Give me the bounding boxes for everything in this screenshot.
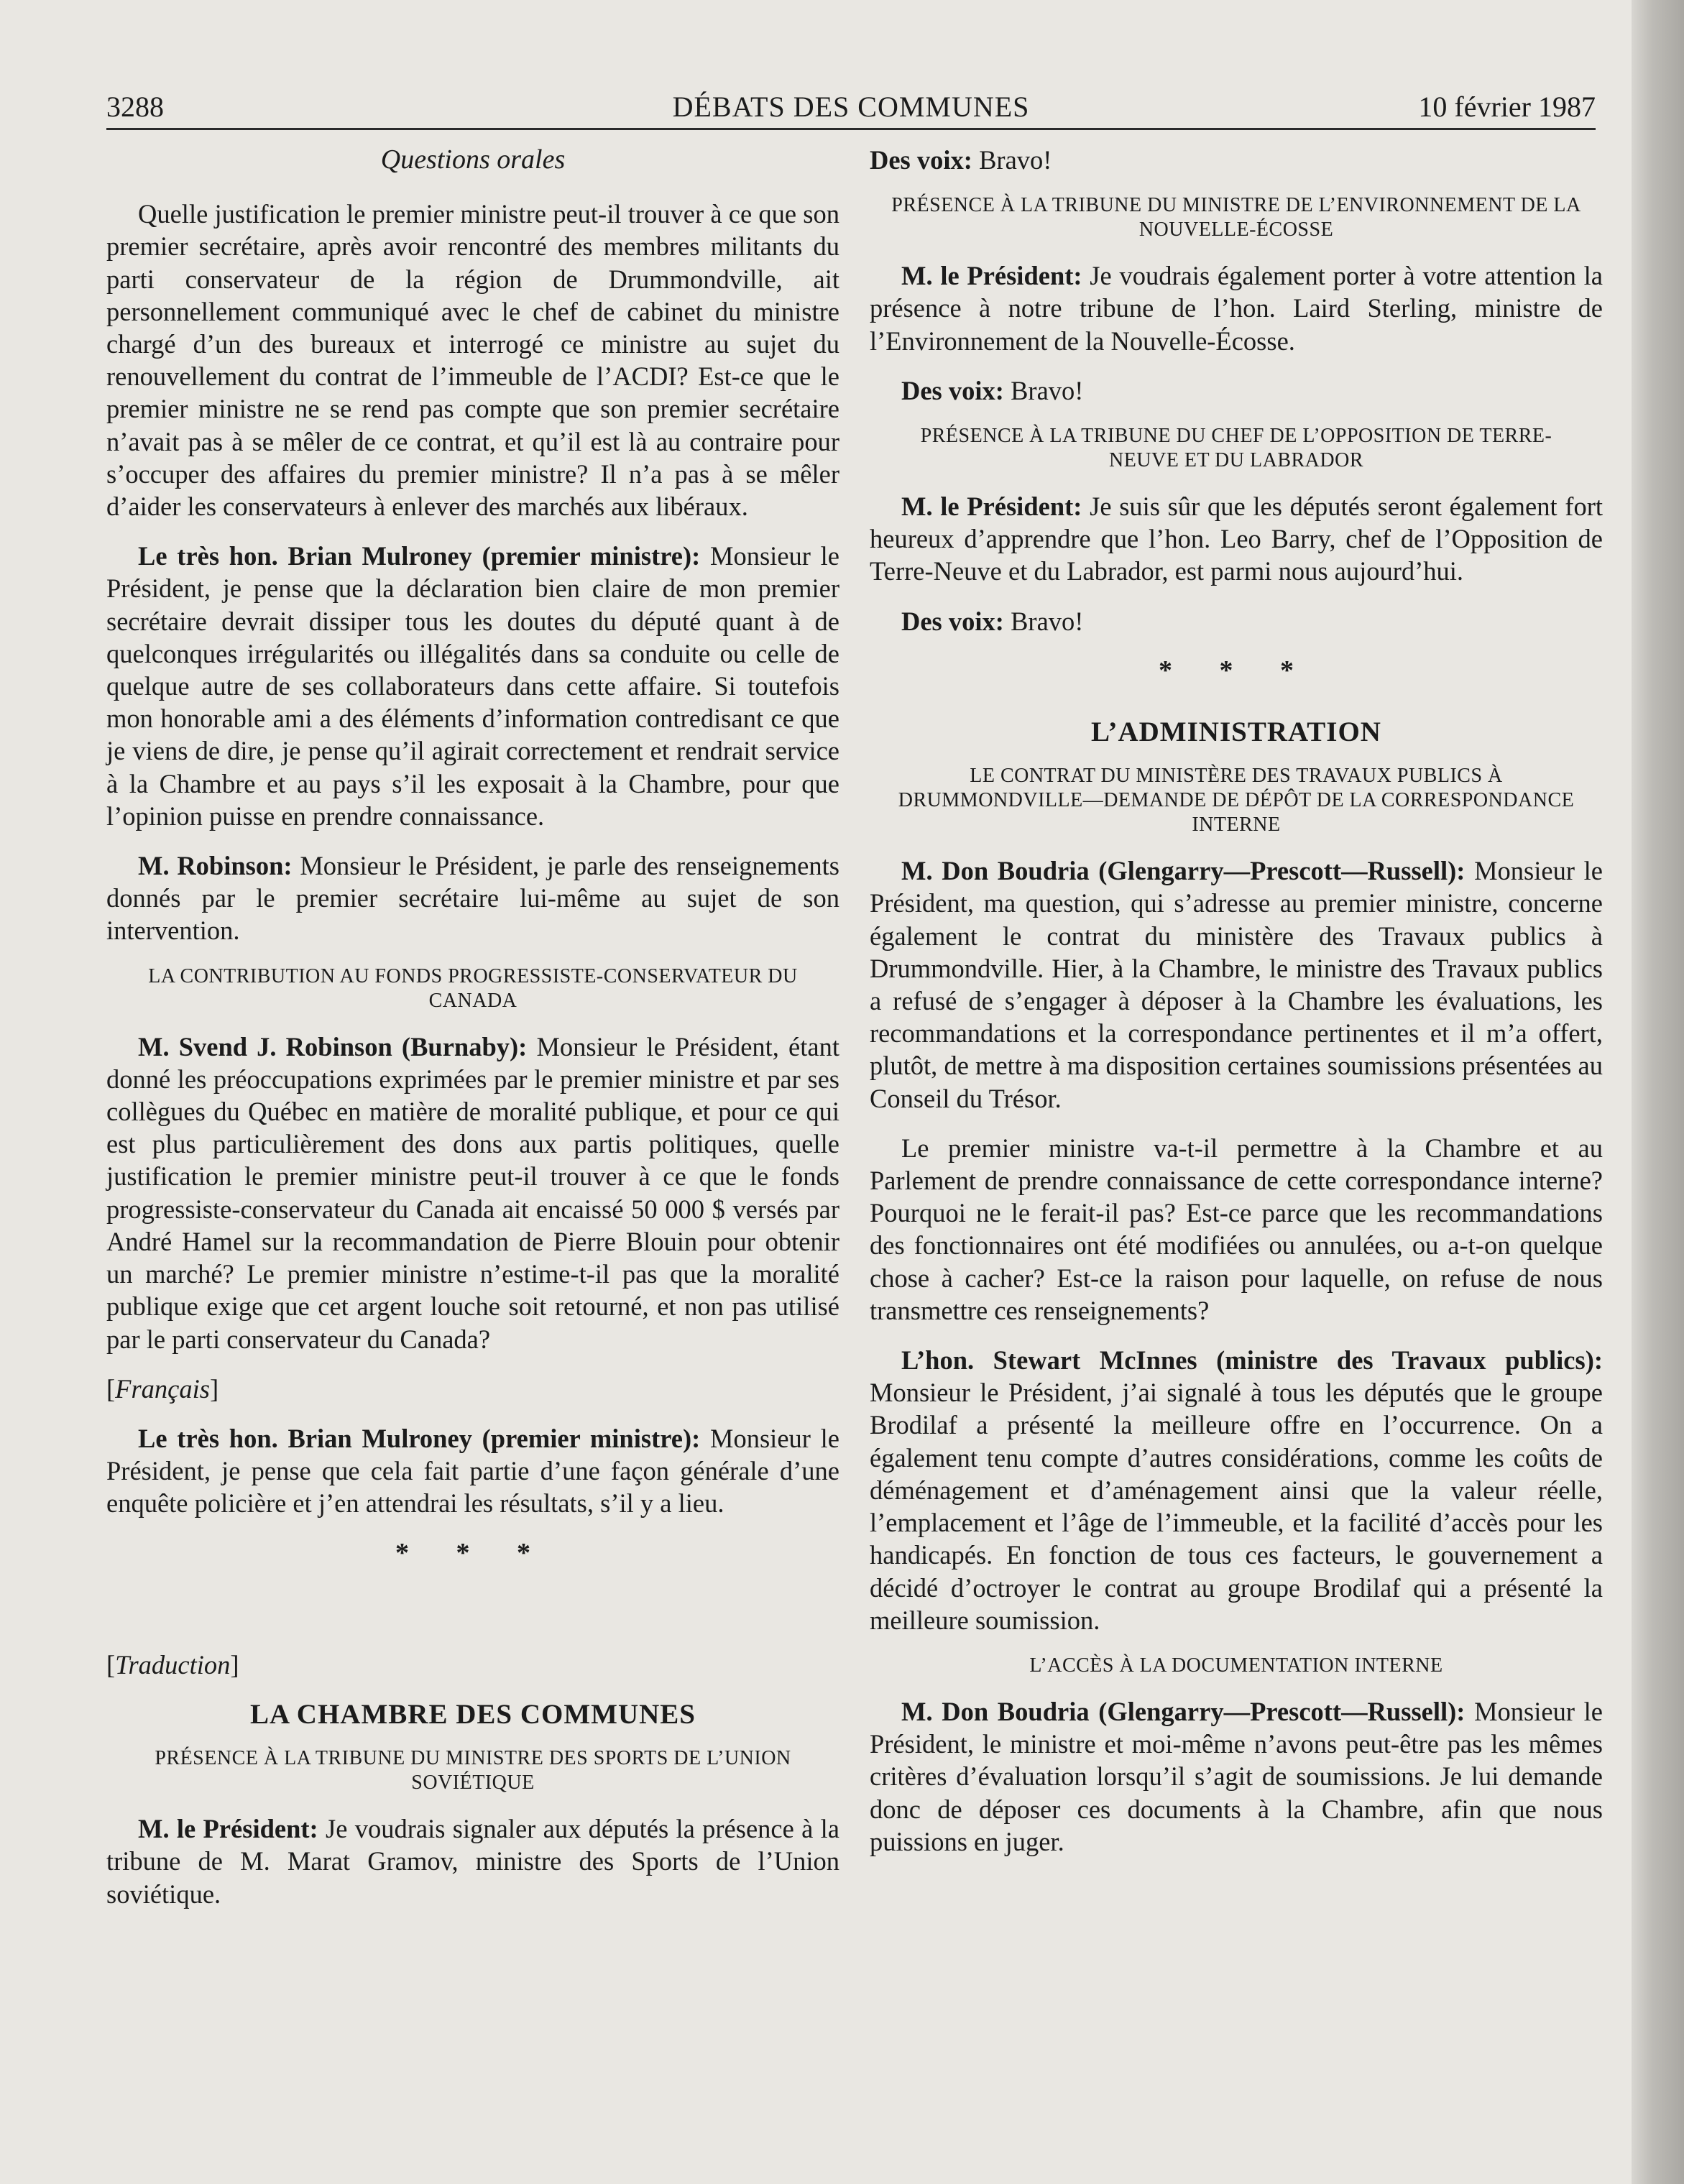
paragraph: Le premier ministre va-t-il permettre à la Chambre et au Parlement de prendre connaissance de cette correspondance interne? Pourquoi ne le ferait-il pas? Est-ce parce que les recommandations des fonctionnaires ont été modifiées ou annulées, ou a-t-on quelque chose à cacher? Est-ce la raison pour laquelle, on refuse de nous transmettre ces renseignements? xyxy=(870,1133,1603,1325)
paragraph xyxy=(870,605,1603,637)
speech-text: Je voudrais également porter à votre attention la présence à notre tribune de l’hon. Laird Sterling, ministre de l’Environnement de la Nouvelle-Écosse. xyxy=(870,261,1603,356)
speech-text: Bravo! xyxy=(972,145,1052,175)
speech-text: Monsieur le Président, ma question, qui s’adresse au premier ministre, concerne également le contrat du ministère des Travaux publics à Drummondville. Hier, à la Chambre, le ministre des Travaux publics a refusé de s’engager à déposer à la Chambre les évaluations, les recommandations et la correspondance pertinentes et il m’a offert, plutôt, de mettre à ma disposition certaines soumissions présentées au Conseil du Trésor. xyxy=(870,856,1603,1113)
paragraph xyxy=(870,1344,1603,1636)
subheading: LA CONTRIBUTION AU FONDS PROGRESSISTE-CONSERVATEUR DU CANADA xyxy=(148,964,798,1012)
paragraph xyxy=(106,1422,839,1520)
subheading: PRÉSENCE À LA TRIBUNE DU MINISTRE DE L’ENVIRONNEMENT DE LA NOUVELLE-ÉCOSSE xyxy=(891,194,1581,241)
speaker-name: M. le Président: xyxy=(901,261,1082,291)
issue-date: 10 février 1987 xyxy=(1418,91,1596,123)
speech-text: Monsieur le Président, le ministre et moi-même n’avons peut-être pas les mêmes critères d’évaluation lorsqu’il s’agit de soumissions. Je lui demande donc de déposer ces documents à la Chambre, afin que nous puissions en juger. xyxy=(870,1696,1603,1856)
paragraph xyxy=(106,849,839,947)
section-heading: LA CHAMBRE DES COMMUNES xyxy=(250,1698,696,1730)
paragraph xyxy=(870,1695,1603,1858)
subheading: PRÉSENCE À LA TRIBUNE DU CHEF DE L’OPPOSITION DE TERRE-NEUVE ET DU LABRADOR xyxy=(920,425,1552,472)
speaker-name: Des voix: xyxy=(901,375,1004,405)
section-heading: L’ADMINISTRATION xyxy=(1091,717,1381,748)
section-rubric: Questions orales xyxy=(380,144,566,175)
paragraph: Quelle justification le premier ministre peut-il trouver à ce que son premier secrétaire, après avoir rencontré des membres militants du parti conservateur de la région de Drummondville, ait personnellement communiqué avec le chef de cabinet du ministre chargé d’un des bureaux et interrogé ce ministre au sujet du renouvellement du contrat de l’immeuble de l’ACDI? Est-ce que le premier ministre ne se rend pas compte que son premier secrétaire n’avait pas à se mêler de ce contrat, et qu’il est là au contraire pour s’occuper des affaires du premier ministre? Il n’a pas à se mêler d’aider les conservateurs à enlever des marchés aux libéraux. xyxy=(106,199,839,522)
paragraph xyxy=(870,144,1603,176)
speaker-name: Le très hon. Brian Mulroney (premier ministre): xyxy=(138,541,701,571)
paragraph xyxy=(106,540,839,832)
speech-text: Bravo! xyxy=(1003,375,1084,405)
left-column xyxy=(106,144,839,1927)
speaker-name: Le très hon. Brian Mulroney (premier ministre): xyxy=(138,1423,701,1453)
speaker-name: M. Robinson: xyxy=(138,851,293,881)
speech-text: Monsieur le Président, je pense que la déclaration bien claire de mon premier secrétaire devrait dissiper tous les doutes du député quant à de quelconques irrégularités ou illégalités dans sa conduite ou celle de quelque autre de ses collaborateurs dans cette affaire. Si toutefois mon honorable ami a des éléments d’information contredisant ce que je viens de dire, je pense qu’il agirait correctement et rendrait service à la Chambre et au pays s’il les exposait à la Chambre, pour que l’opinion puisse en prendre connaissance. xyxy=(106,541,840,831)
paragraph xyxy=(870,374,1603,407)
speech-text: Je suis sûr que les députés seront également fort heureux d’apprendre que l’hon. Leo Barry, chef de l’Opposition de Terre-Neuve et du Labrador, est parmi nous aujourd’hui. xyxy=(870,492,1603,586)
subheading: LE CONTRAT DU MINISTÈRE DES TRAVAUX PUBLICS À DRUMMONDVILLE—DEMANDE DE DÉPÔT DE LA CORRESPONDANCE INTERNE xyxy=(898,765,1575,837)
speaker-name: Des voix: xyxy=(901,606,1004,636)
paragraph xyxy=(106,1031,839,1355)
section-separator: * * * xyxy=(1159,655,1314,686)
section-separator: * * * xyxy=(395,1537,551,1568)
page-edge xyxy=(1632,0,1684,2184)
paragraph xyxy=(870,259,1603,357)
page-header xyxy=(106,85,1596,130)
speech-text: Monsieur le Président, j’ai signalé à tous les députés que le groupe Brodilaf a présenté la meilleure offre en l’occurrence. On a également tenu compte d’autres considérations, comme les coûts de déménagement et d’aménagement ainsi que la valeur réelle, l’emplacement et l’âge de l’immeuble, et la facilité d’accès pour les handicapés. En fonction de tous ces facteurs, le gouvernement a décidé d’octroyer le contrat au groupe Brodilaf qui a présenté la meilleure soumission. xyxy=(870,1378,1603,1635)
speaker-name: M. Svend J. Robinson (Burnaby): xyxy=(138,1031,528,1061)
subheading: PRÉSENCE À LA TRIBUNE DU MINISTRE DES SPORTS DE L’UNION SOVIÉTIQUE xyxy=(155,1747,791,1794)
speaker-name: Des voix: xyxy=(870,145,972,175)
publication-title: DÉBATS DES COMMUNES xyxy=(672,91,1030,123)
speech-text: Je voudrais signaler aux députés la présence à la tribune de M. Marat Gramov, ministre des Sports de l’Union soviétique. xyxy=(106,1814,839,1909)
speaker-name: M. Don Boudria (Glengarry—Prescott—Russell): xyxy=(901,856,1466,886)
speech-text: Bravo! xyxy=(1003,606,1084,636)
speaker-name: M. Don Boudria (Glengarry—Prescott—Russell): xyxy=(901,1696,1466,1726)
subheading: L’ACCÈS À LA DOCUMENTATION INTERNE xyxy=(1029,1654,1443,1677)
language-note: [Français] xyxy=(106,1373,219,1404)
right-column xyxy=(870,144,1603,1875)
page-number: 3288 xyxy=(106,91,164,123)
paragraph xyxy=(106,1812,839,1910)
speaker-name: M. le Président: xyxy=(901,492,1082,522)
paragraph xyxy=(870,490,1603,588)
speech-text: Monsieur le Président, je parle des renseignements donnés par le premier secrétaire lui-même au sujet de son intervention. xyxy=(106,851,839,946)
speaker-name: L’hon. Stewart McInnes (ministre des Travaux publics): xyxy=(901,1345,1603,1376)
paragraph xyxy=(870,854,1603,1115)
speech-text: Monsieur le Président, je pense que cela fait partie d’une façon générale d’une enquête policière et j’en attendrai les résultats, s’il y a lieu. xyxy=(106,1423,840,1519)
language-note: [Traduction] xyxy=(106,1649,239,1680)
speech-text: Monsieur le Président, étant donné les préoccupations exprimées par le premier ministre et par ses collègues du Québec en matière de moralité publique, et pour ce qui est plus particulièrement des dons aux partis politiques, quelle justification le premier ministre peut-il trouver à ce que le fonds progressiste-conservateur du Canada ait encaissé 50 000 $ versés par André Hamel sur la recommandation de Pierre Blouin pour obtenir un marché? Le premier ministre n’estime-t-il pas que la moralité publique exige que cet argent louche soit retourné, et non pas utilisé par le parti conservateur du Canada? xyxy=(106,1031,839,1354)
speaker-name: M. le Président: xyxy=(138,1814,318,1844)
